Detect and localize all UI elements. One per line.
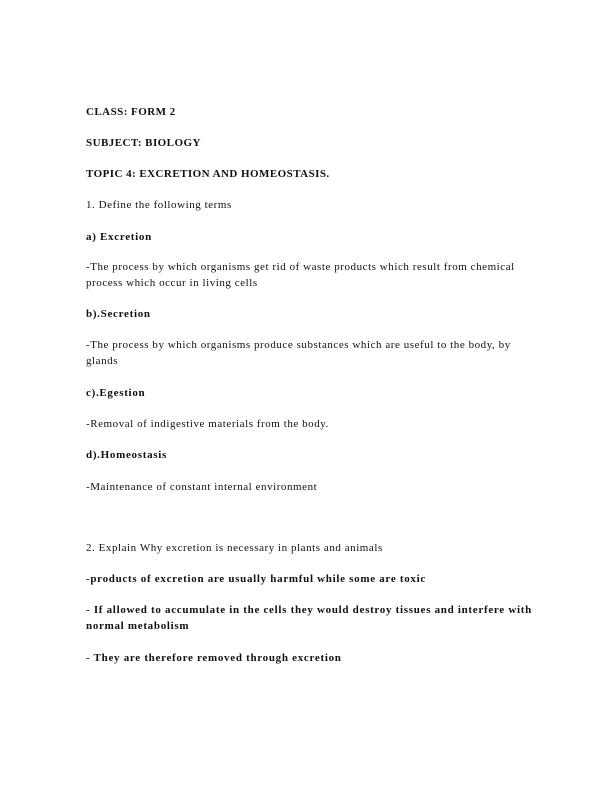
class-heading: CLASS: FORM 2 [86,106,176,118]
topic-heading: TOPIC 4: EXCRETION AND HOMEOSTASIS. [86,168,330,180]
term-homeostasis: d).Homeostasis [86,449,167,461]
answer-3: - They are therefore removed through excretion [86,652,342,664]
answer-2: - If allowed to accumulate in the cells they would destroy tissues and interfere with normal metabolism [86,604,532,632]
definition-secretion: -The process by which organisms produce substances which are useful to the body, by glands [86,339,511,367]
definition-homeostasis: -Maintenance of constant internal environment [86,481,318,493]
answer-1: -products of excretion are usually harmful while some are toxic [86,573,426,585]
term-excretion: a) Excretion [86,231,152,243]
definition-egestion: -Removal of indigestive materials from the body. [86,418,329,430]
question-1-prompt: 1. Define the following terms [86,199,232,211]
question-2-prompt: 2. Explain Why excretion is necessary in plants and animals [86,542,383,554]
term-secretion: b).Secretion [86,308,151,320]
definition-excretion: -The process by which organisms get rid of waste products which result from chemical process which occur in living cells [86,261,515,289]
term-egestion: c).Egestion [86,387,146,399]
subject-heading: SUBJECT: BIOLOGY [86,137,201,149]
